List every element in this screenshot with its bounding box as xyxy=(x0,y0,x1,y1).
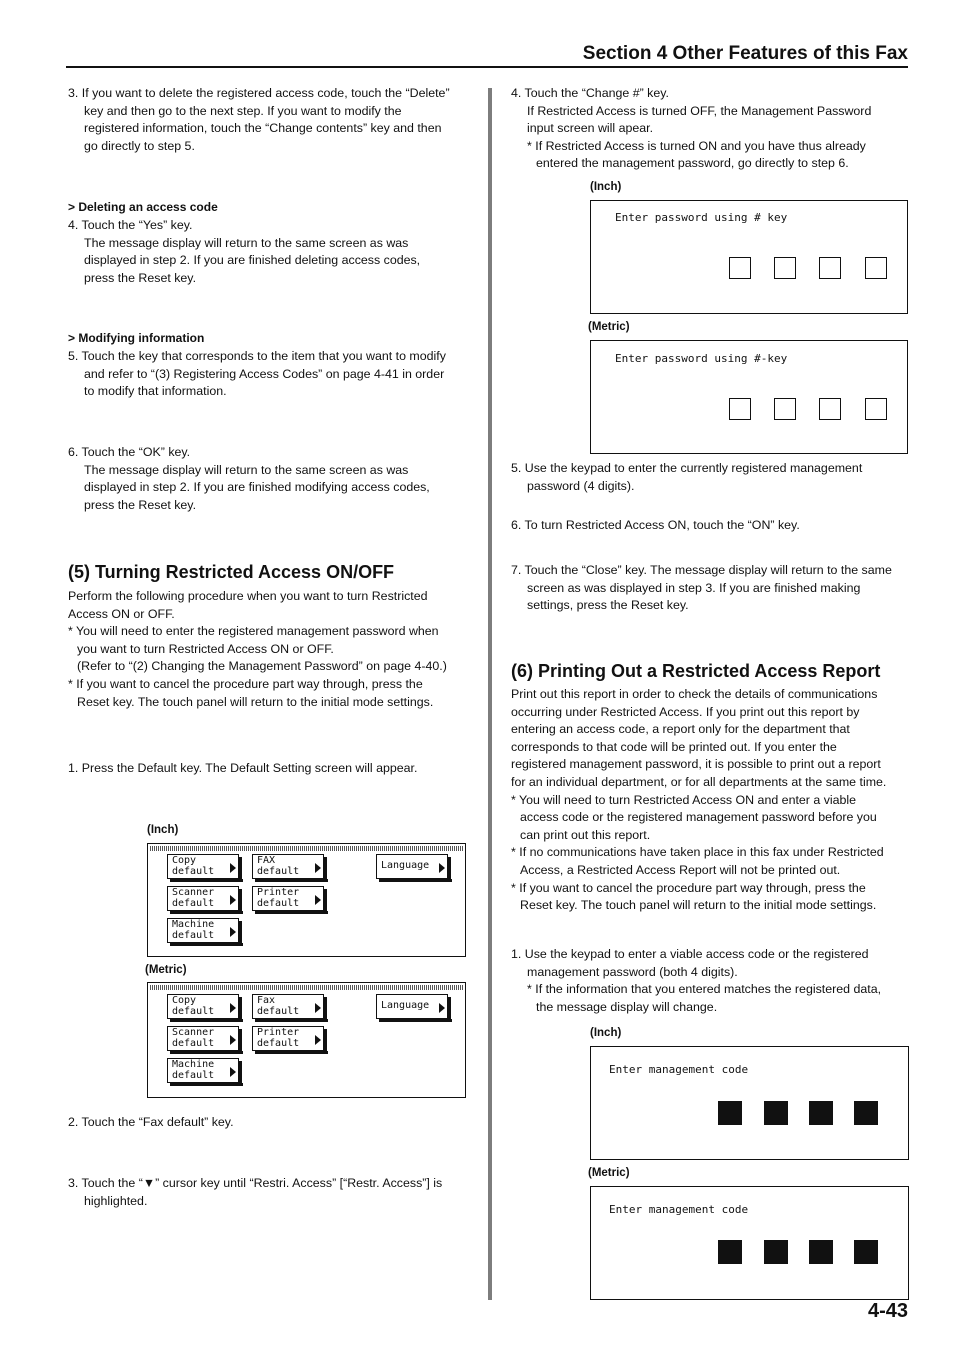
printer-default-button[interactable]: Printer default xyxy=(252,1026,324,1051)
code-digit-box xyxy=(764,1101,788,1125)
code-digit-box xyxy=(809,1240,833,1264)
arrow-right-icon xyxy=(230,1003,236,1013)
section-6-step-1: 1. Use the keypad to enter a viable access code or the registered management password (both 4 digits). * If the information that you entered matches the registered data, the message display will change. xyxy=(511,947,882,1014)
scanner-default-button[interactable]: Scanner default xyxy=(167,886,239,911)
section-5-intro: Perform the following procedure when you want to turn Restricted Access ON or OFF. * You will need to enter the registered management password when you want to turn Restricted Access ON or OFF. (Refer to “(2) Changing the Management Password” on page 4-40.) * If you want to cancel the procedure part way through, press the Reset key. The touch panel will return to the initial mode settings. xyxy=(68,589,447,709)
section-6-heading: (6) Printing Out a Restricted Access Report xyxy=(511,661,881,681)
inch-label: (Inch) xyxy=(147,824,179,836)
deleting-subheading: > Deleting an access code xyxy=(68,200,218,214)
code-digit-box xyxy=(854,1101,878,1125)
arrow-right-icon xyxy=(315,1003,321,1013)
arrow-right-icon xyxy=(315,1035,321,1045)
password-digit-box xyxy=(865,398,887,420)
fax-default-button[interactable]: Fax default xyxy=(252,994,324,1019)
language-button[interactable]: Language xyxy=(376,854,448,879)
modifying-subheading: > Modifying information xyxy=(68,331,205,345)
password-digit-box xyxy=(865,257,887,279)
right-step-7: 7. Touch the “Close” key. The message display will return to the same screen as was displayed in step 3. If you are finished making settings, press the Reset key. xyxy=(511,563,892,613)
right-step-5: 5. Use the keypad to enter the currently registered management password (4 digits). xyxy=(511,461,863,493)
password-digit-box xyxy=(729,257,751,279)
password-screen-metric xyxy=(590,340,908,454)
default-setting-screen-inch xyxy=(147,843,466,957)
left-step-3: 3. If you want to delete the registered access code, touch the “Delete” key and then go to the next step. If you want to modify the registered information, touch the “Change contents” key and then go directly to step 5. xyxy=(68,86,450,153)
copy-default-button[interactable]: Copy default xyxy=(167,994,239,1019)
code-digit-box xyxy=(764,1240,788,1264)
metric-label: (Metric) xyxy=(145,964,187,976)
arrow-right-icon xyxy=(315,863,321,873)
password-digit-box xyxy=(819,398,841,420)
left-modify-step-5: 5. Touch the key that corresponds to the item that you want to modify and refer to “(3) Registering Access Codes” on page 4-41 in order to modify that information. xyxy=(68,349,446,399)
management-code-screen-metric xyxy=(590,1186,909,1300)
section-title: Section 4 Other Features of this Fax xyxy=(582,43,908,64)
code-digit-box xyxy=(854,1240,878,1264)
management-code-prompt: Enter management code xyxy=(609,1203,749,1216)
right-step-4: 4. Touch the “Change #” key. If Restricted Access is turned OFF, the Management Password input screen will apear. * If Restricted Access is turned ON and you have thus already entered the management password, go directly to step 6. xyxy=(511,86,872,171)
password-digit-box xyxy=(774,257,796,279)
metric-label: (Metric) xyxy=(588,321,630,333)
password-prompt: Enter password using #-key xyxy=(615,352,788,365)
scanner-default-button[interactable]: Scanner default xyxy=(167,1026,239,1051)
arrow-right-icon xyxy=(230,1035,236,1045)
metric-label: (Metric) xyxy=(588,1167,630,1179)
printer-default-button[interactable]: Printer default xyxy=(252,886,324,911)
screen-hatch xyxy=(150,985,463,990)
arrow-right-icon xyxy=(230,863,236,873)
screen-hatch xyxy=(150,846,463,851)
left-delete-step-4: 4. Touch the “Yes” key. The message display will return to the same screen as was displayed in step 2. If you are finished deleting access codes, press the Reset key. xyxy=(68,218,421,285)
copy-default-button[interactable]: Copy default xyxy=(167,854,239,879)
machine-default-button[interactable]: Machine default xyxy=(167,1058,239,1083)
password-prompt: Enter password using # key xyxy=(615,211,788,224)
arrow-right-icon xyxy=(230,927,236,937)
fax-default-button[interactable]: FAX default xyxy=(252,854,324,879)
inch-label: (Inch) xyxy=(590,181,622,193)
inch-label: (Inch) xyxy=(590,1027,622,1039)
machine-default-button[interactable]: Machine default xyxy=(167,918,239,943)
password-digit-box xyxy=(774,398,796,420)
column-divider xyxy=(488,88,492,1300)
section-5-step-2: 2. Touch the “Fax default” key. xyxy=(68,1115,234,1129)
header-rule xyxy=(66,66,908,68)
password-digit-box xyxy=(819,257,841,279)
code-digit-box xyxy=(718,1240,742,1264)
page-number: 4-43 xyxy=(867,1300,908,1322)
section-5-step-3: 3. Touch the “▼” cursor key until “Restri. Access” [“Restr. Access”] is highlighted. xyxy=(68,1176,443,1208)
password-screen-inch xyxy=(590,200,908,314)
arrow-right-icon xyxy=(439,863,445,873)
arrow-right-icon xyxy=(315,895,321,905)
arrow-right-icon xyxy=(230,895,236,905)
section-5-heading: (5) Turning Restricted Access ON/OFF xyxy=(68,562,395,582)
section-5-step-1: 1. Press the Default key. The Default Setting screen will appear. xyxy=(68,761,418,775)
language-button[interactable]: Language xyxy=(376,994,448,1019)
management-code-prompt: Enter management code xyxy=(609,1063,749,1076)
right-step-6: 6. To turn Restricted Access ON, touch the “ON” key. xyxy=(511,518,800,532)
code-digit-box xyxy=(718,1101,742,1125)
left-modify-step-6: 6. Touch the “OK” key. The message display will return to the same screen as was displayed in step 2. If you are finished modifying access codes, press the Reset key. xyxy=(68,445,430,512)
section-6-intro: Print out this report in order to check the details of communications occurring under Restricted Access. If you print out this report by entering an access code, a report only for the department that corresponds to that code will be printed out. If you enter the registered management password, it is possible to print out a report for an individual department, or for all departments at the same time. * You will need to turn Restricted Access ON and enter a viable access code or the registered management password before you can print out this report. * If no communications have taken place in this fax under Restricted Access, a Restricted Access Report will not be printed out. * If you want to cancel the procedure part way through, press the Reset key. The touch panel will return to the initial mode settings. xyxy=(511,687,887,913)
arrow-right-icon xyxy=(230,1067,236,1077)
code-digit-box xyxy=(809,1101,833,1125)
management-code-screen-inch xyxy=(590,1046,909,1160)
arrow-right-icon xyxy=(439,1003,445,1013)
password-digit-box xyxy=(729,398,751,420)
default-setting-screen-metric xyxy=(147,982,466,1098)
